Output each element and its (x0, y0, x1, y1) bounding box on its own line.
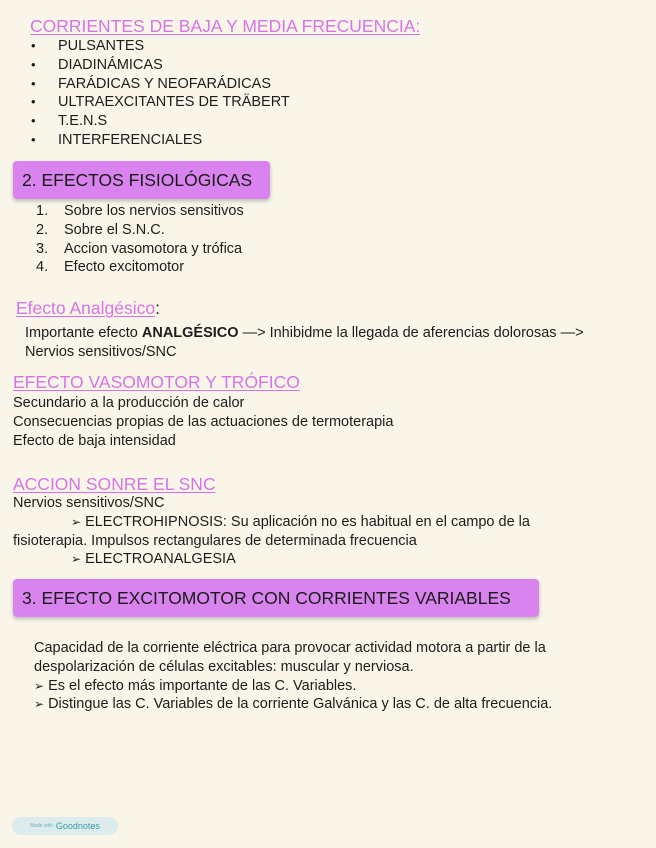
list-item: • FARÁDICAS Y NEOFARÁDICAS (31, 75, 271, 92)
snc-bullet-electrohipnosis: ➢ ELECTROHIPNOSIS: Su aplicación no es habitual en el campo de la (71, 513, 530, 530)
banner-title: 3. EFECTO EXCITOMOTOR CON CORRIENTES VARIABLES (22, 587, 511, 608)
banner-efectos-fisiologicas (13, 161, 270, 199)
vasomotor-line: Secundario a la producción de calor (13, 395, 245, 411)
excitomotor-bullet-2: ➢ Distingue las C. Variables de la corriente Galvánica y las C. de alta frecuencia. (34, 696, 553, 713)
list-item: 4. Efecto excitomotor (36, 259, 185, 276)
excitomotor-bullet-1: ➢ Es el efecto más importante de las C. Variables. (34, 677, 357, 694)
analgesico-line-1: Importante efecto ANALGÉSICO —> Inhibidme la llegada de aferencias dolorosas —> (25, 325, 584, 341)
banner-title: 2. EFECTOS FISIOLÓGICAS (22, 169, 253, 190)
goodnotes-logo-text: Goodnotes (55, 821, 100, 831)
corrientes-list (31, 37, 290, 150)
excitomotor-text (34, 639, 552, 714)
goodnotes-badge (12, 817, 118, 835)
list-item: 2. Sobre el S.N.C. (36, 221, 165, 238)
arrow-icon: ➢ (71, 552, 82, 567)
list-item: 3. Accion vasomotora y trófica (36, 240, 243, 257)
section-heading-vasomotor: EFECTO VASOMOTOR Y TRÓFICO (13, 372, 300, 392)
section-heading-snc: ACCION SONRE EL SNC (13, 474, 216, 494)
list-item: • T.E.N.S (31, 113, 108, 130)
arrow-icon: ➢ (34, 697, 45, 712)
excitomotor-line-2: despolarización de células excitables: muscular y nerviosa. (34, 658, 414, 675)
section-heading-analgesico: Efecto Analgésico: (16, 298, 160, 318)
analgesico-text (25, 324, 584, 362)
arrow-icon: ➢ (71, 514, 82, 529)
snc-bullet-continuation: fisioterapia. Impulsos rectangulares de determinada frecuencia (13, 532, 417, 549)
vasomotor-line: Consecuencias propias de las actuaciones de termoterapia (13, 413, 394, 430)
banner-efecto-excitomotor (13, 579, 539, 617)
list-item: 1. Sobre los nervios sensitivos (36, 203, 244, 219)
made-with-label: Made with (30, 823, 53, 829)
vasomotor-line: Efecto de baja intensidad (13, 432, 176, 449)
efectos-list (36, 202, 244, 277)
arrow-icon: ➢ (34, 678, 45, 693)
snc-text (13, 494, 530, 569)
list-item: • INTERFERENCIALES (31, 131, 203, 148)
vasomotor-text (13, 394, 393, 450)
snc-line-1: Nervios sensitivos/SNC (13, 495, 165, 511)
snc-bullet-electroanalgesia: ➢ ELECTROANALGESIA (71, 551, 236, 568)
analgesico-line-2: Nervios sensitivos/SNC (25, 343, 177, 360)
list-item: • PULSANTES (31, 38, 145, 54)
list-item: • DIADINÁMICAS (31, 56, 163, 73)
excitomotor-line-1: Capacidad de la corriente eléctrica para provocar actividad motora a partir de la (34, 640, 546, 656)
list-item: • ULTRAEXCITANTES DE TRÄBERT (31, 94, 290, 111)
section-heading-corrientes: CORRIENTES DE BAJA Y MEDIA FRECUENCIA: (30, 16, 421, 36)
